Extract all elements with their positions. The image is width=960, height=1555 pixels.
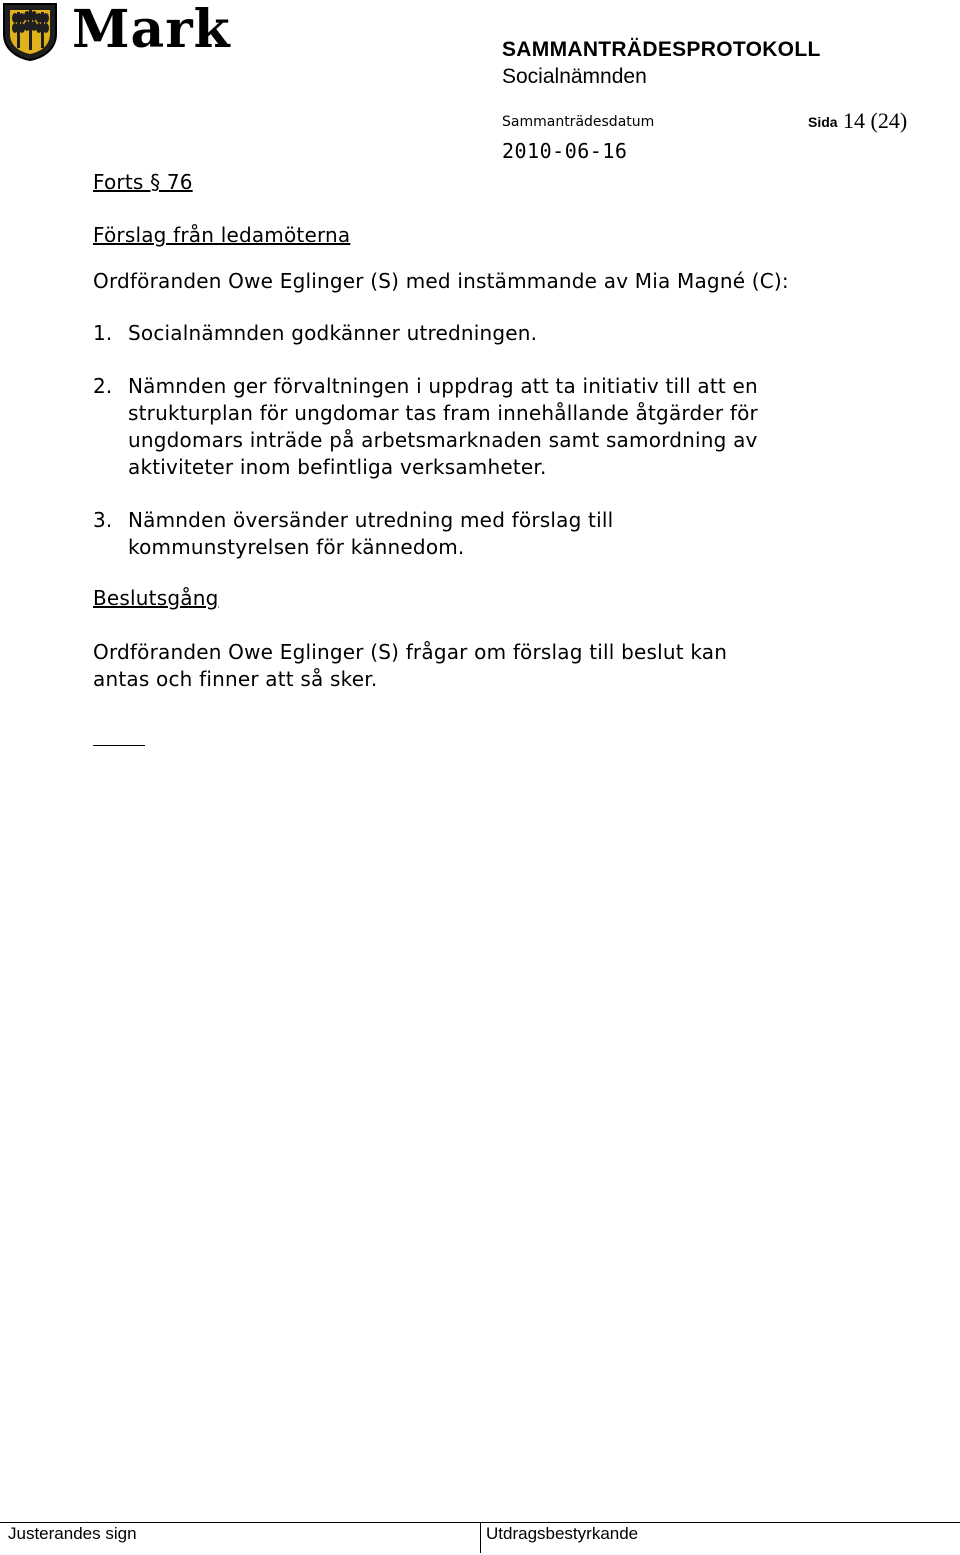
document-title: SAMMANTRÄDESPROTOKOLL [502, 38, 821, 61]
list-item-text: Socialnämnden godkänner utredningen. [128, 321, 538, 345]
list-item-text: Nämnden översänder utredning med förslag till kommunstyrelsen för kännedom. [128, 508, 614, 559]
list-item-number: 3. [93, 508, 113, 532]
list-item [93, 373, 833, 481]
certification-label: Utdragsbestyrkande [486, 1524, 639, 1543]
decision-heading: Beslutsgång [93, 586, 219, 610]
municipal-coat-of-arms-icon [2, 2, 58, 62]
list-item-number: 2. [93, 374, 113, 398]
logo-wordmark: Mark [72, 0, 231, 60]
list-item-text: Nämnden ger förvaltningen i uppdrag att ta initiativ till att en strukturplan för ungdomar tas fram innehållande åtgärder för ungdomars inträde på arbetsmarknaden samt samordning av aktiviteter inom befintliga verksamheter. [128, 374, 758, 479]
municipality-logo [0, 0, 240, 64]
list-item-number: 1. [93, 321, 113, 345]
list-item [93, 507, 833, 561]
intro-paragraph: Ordföranden Owe Eglinger (S) med instämmande av Mia Magné (C): [93, 269, 789, 293]
page-number: 14 (24) [843, 108, 908, 133]
conclusion-paragraph: Ordföranden Owe Eglinger (S) frågar om förslag till beslut kan antas och finner att så sker. [93, 640, 728, 691]
footer-vertical-divider [480, 1523, 481, 1553]
proposal-heading: Förslag från ledamöterna [93, 223, 351, 247]
meeting-date-label: Sammanträdesdatum [502, 114, 655, 130]
section-end-rule [93, 745, 145, 746]
signature-label: Justerandes sign [8, 1524, 137, 1543]
committee-name: Socialnämnden [502, 65, 647, 88]
meeting-date: 2010-06-16 [502, 139, 628, 163]
list-item [93, 320, 833, 347]
section-continuation: Forts § 76 [93, 170, 193, 194]
page-label: Sida [808, 114, 838, 130]
